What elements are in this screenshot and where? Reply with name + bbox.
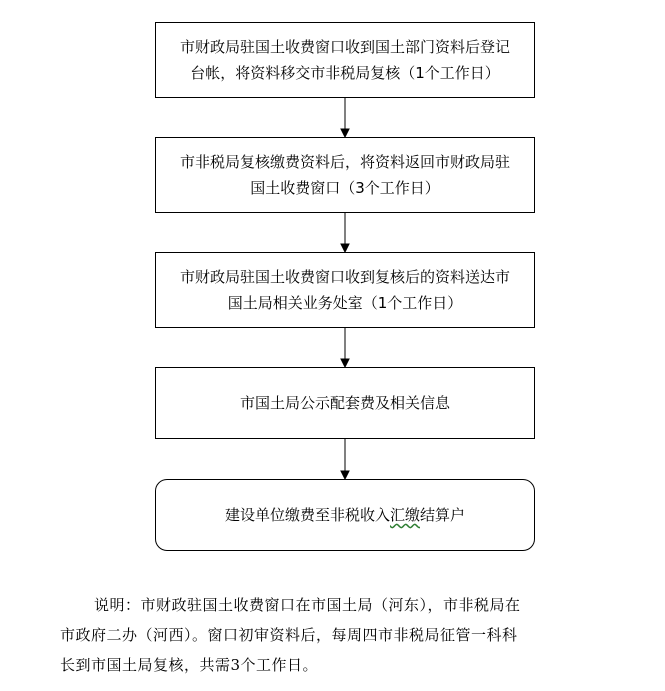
flow-step-1-line2: 台帐，将资料移交市非税局复核（1个工作日） bbox=[190, 64, 500, 82]
note-line-3: 长到市国土局复核，共需3个工作日。 bbox=[60, 656, 319, 674]
flow-step-2-line2: 国土收费窗口（3个工作日） bbox=[250, 179, 440, 197]
flow-step-2 bbox=[155, 137, 535, 213]
explanation-note bbox=[60, 590, 620, 680]
flow-step-3 bbox=[155, 252, 535, 328]
note-line-2: 市政府二办（河西）。窗口初审资料后，每周四市非税局征管一科科 bbox=[60, 626, 518, 644]
flow-step-3-line2: 国土局相关业务处室（1个工作日） bbox=[227, 294, 463, 312]
flow-step-4 bbox=[155, 367, 535, 439]
flow-step-5-text-b: 汇缴 bbox=[389, 506, 420, 524]
flow-step-1-line1: 市财政局驻国土收费窗口收到国土部门资料后登记 bbox=[179, 38, 510, 56]
flow-step-3-line1: 市财政局驻国土收费窗口收到复核后的资料送达市 bbox=[179, 268, 510, 286]
flow-step-5-text-a: 建设单位缴费至非税收入 bbox=[224, 506, 390, 524]
arrow-4-5-head bbox=[341, 471, 349, 479]
note-line-1: 说明：市财政驻国土收费窗口在市国土局（河东），市非税局在 bbox=[94, 596, 521, 614]
arrow-1-2-head bbox=[341, 129, 349, 137]
flow-step-5-text-c: 结算户 bbox=[420, 506, 466, 524]
arrow-3-4-head bbox=[341, 359, 349, 367]
flow-step-2-line1: 市非税局复核缴费资料后，将资料返回市财政局驻 bbox=[179, 153, 510, 171]
flow-step-4-text: 市国土局公示配套费及相关信息 bbox=[239, 394, 450, 412]
flow-step-1 bbox=[155, 22, 535, 98]
arrow-2-3-head bbox=[341, 244, 349, 252]
flow-step-5 bbox=[155, 479, 535, 551]
flow-step-5-text bbox=[225, 502, 465, 528]
